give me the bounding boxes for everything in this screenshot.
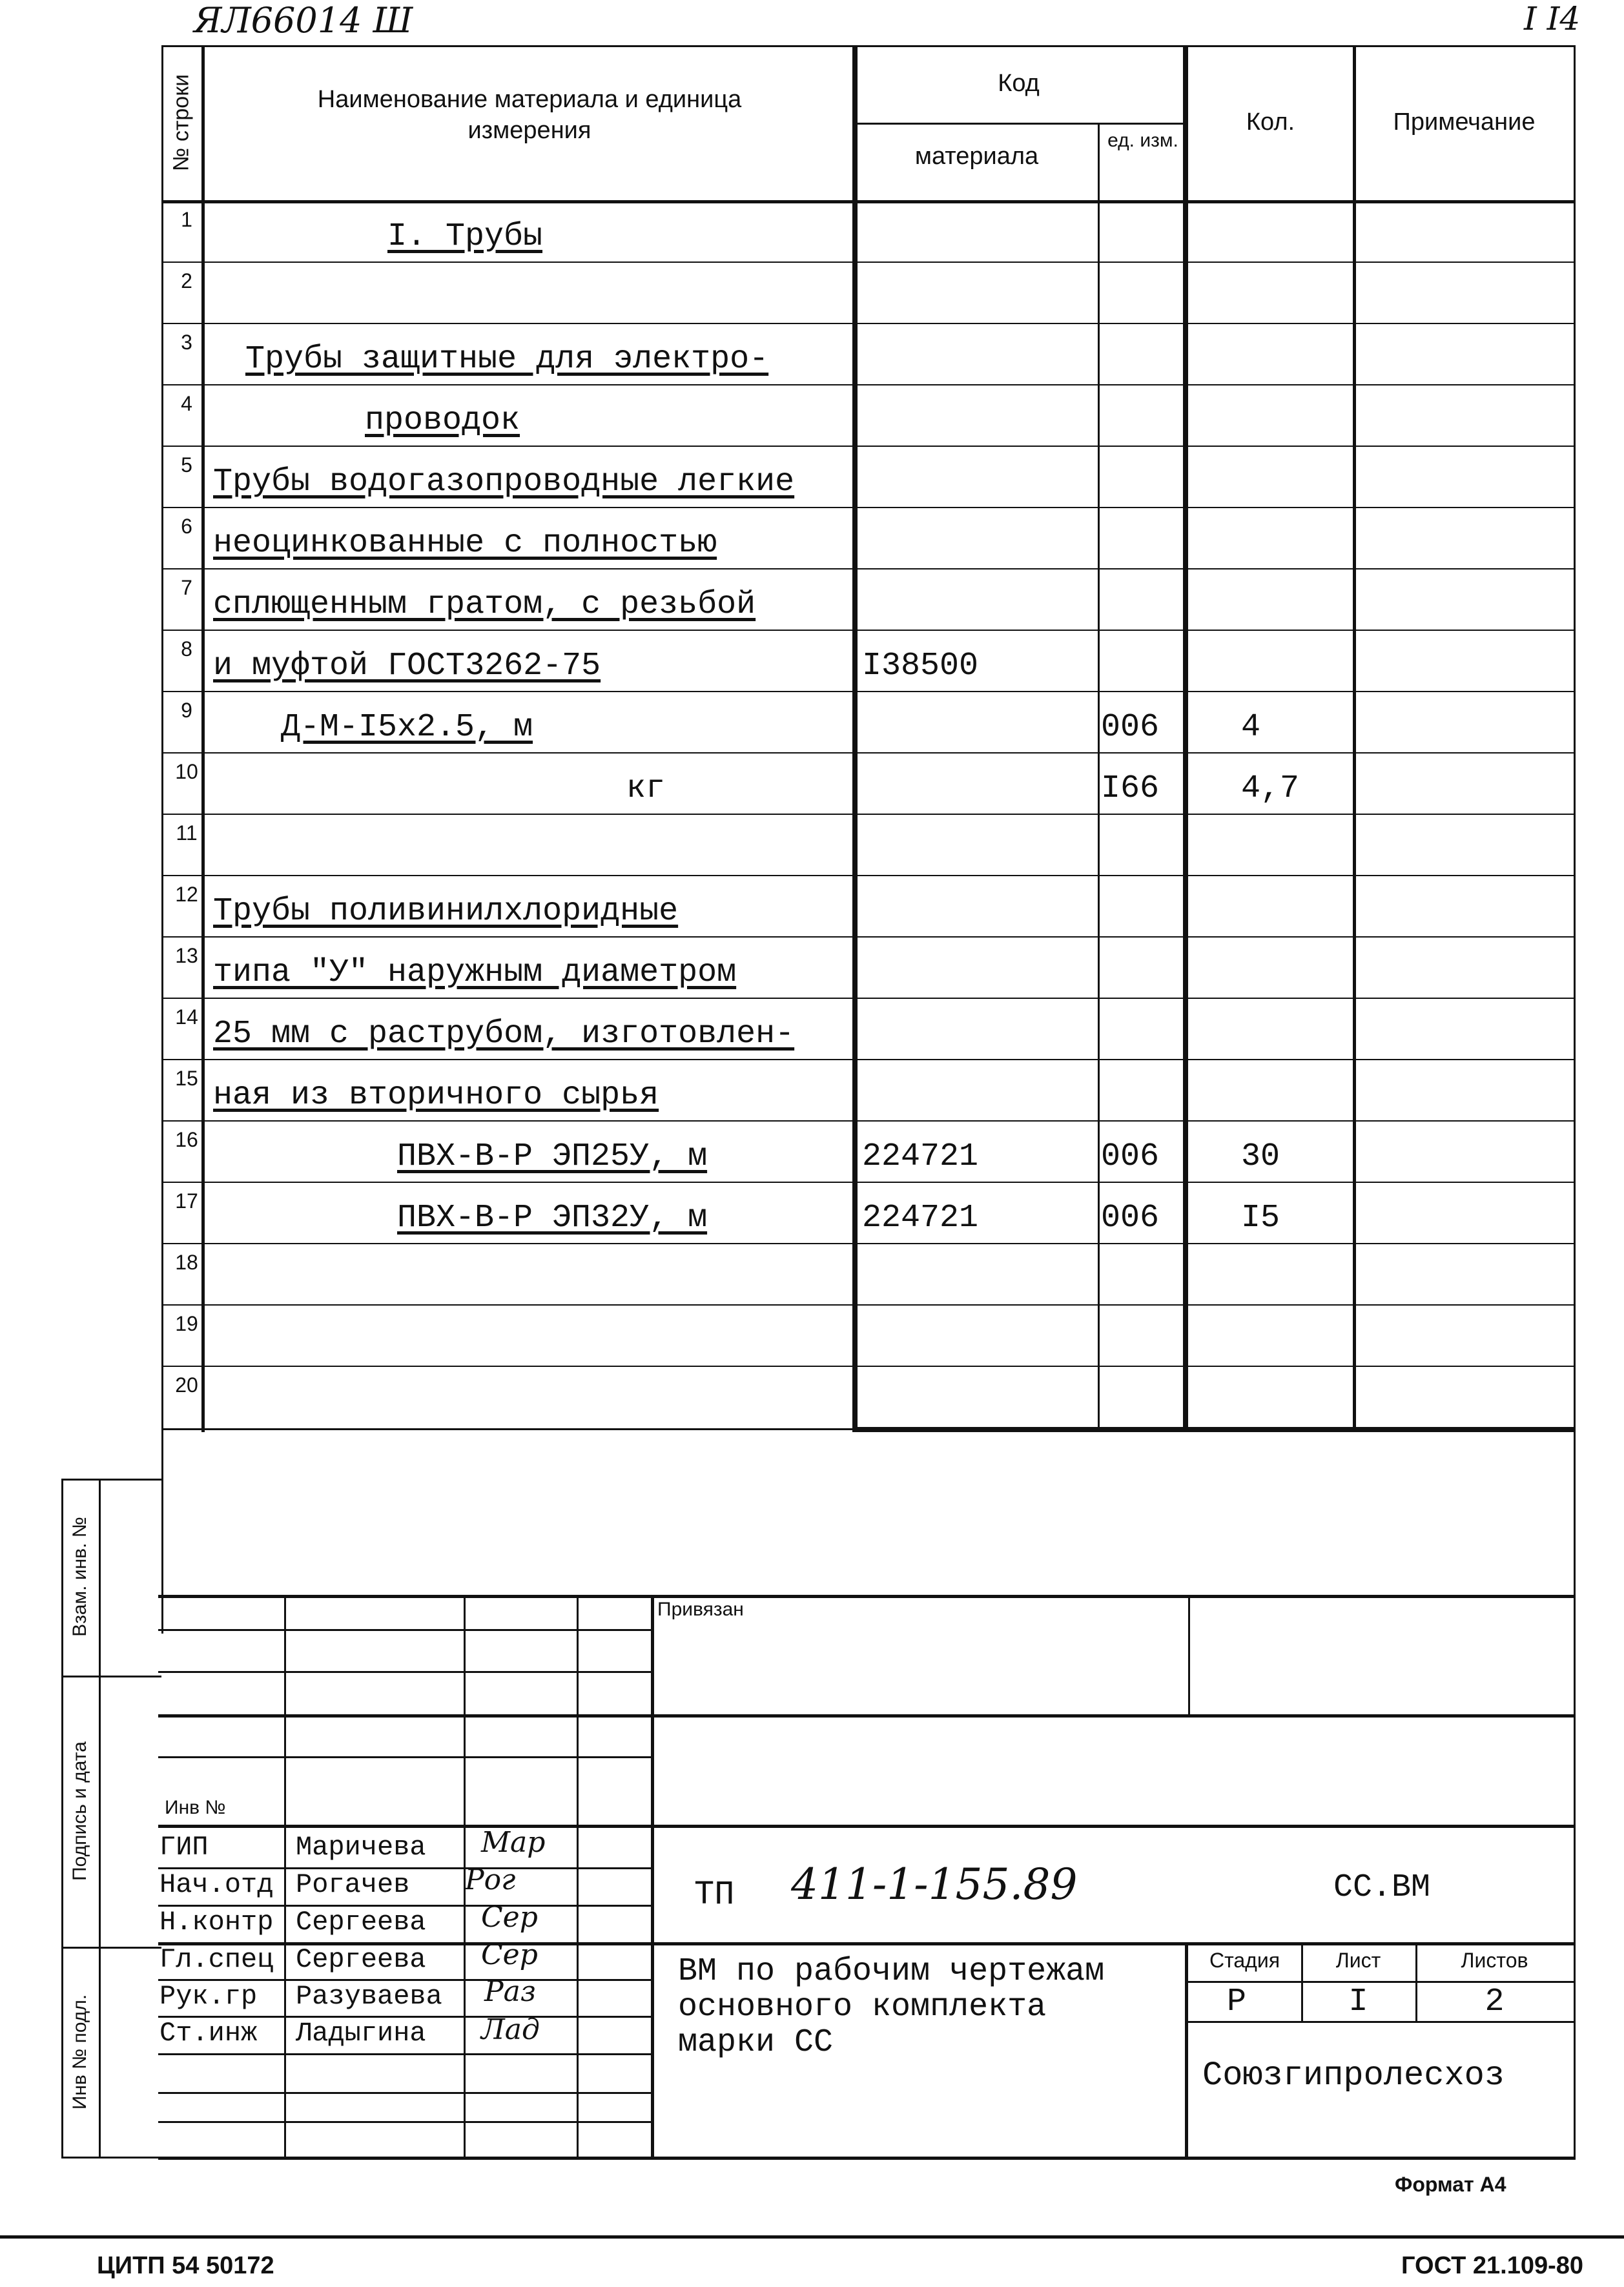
label-vzam-inv: Взам. инв. № [69, 1517, 90, 1637]
signature-gl-spec: Сер [481, 1938, 538, 1971]
unit-code: I66 [1101, 770, 1160, 807]
role-ruk-gr: Рук.гр [159, 1981, 258, 2012]
material-name: сплющенным гратом, с резьбой [213, 586, 756, 623]
material-code: I38500 [862, 648, 979, 684]
signature-st-inzh: Лад [481, 2013, 540, 2046]
row-number: 14 [175, 1005, 198, 1029]
name-gl-spec: Сергеева [296, 1944, 426, 1975]
role-n-kontr: Н.контр [159, 1907, 274, 1938]
description-line-3: марки СС [678, 2024, 834, 2061]
material-name: Д-М-I5х2.5, м [281, 709, 533, 746]
row-number: 6 [181, 515, 192, 538]
description-line-1: ВМ по рабочим чертежам [678, 1953, 1105, 1990]
signature-n-kontr: Сер [481, 1901, 538, 1934]
signature-nach-otd: Рог [465, 1863, 516, 1896]
sheets-label: Листов [1461, 1949, 1528, 1972]
inv-number-label: Инв № [165, 1797, 226, 1818]
material-code: 224721 [862, 1138, 979, 1175]
signature-gip: Мар [481, 1826, 546, 1859]
header-name: Наименование материала и единица измерения [317, 86, 742, 144]
unit-code: 006 [1101, 1138, 1160, 1175]
role-st-inzh: Ст.инж [159, 2018, 258, 2049]
label-podpis-data: Подпись и дата [69, 1741, 90, 1881]
archive-stamp: ЯЛ66014 Ш [194, 0, 413, 41]
row-number: 1 [181, 208, 192, 231]
quantity: I5 [1241, 1200, 1280, 1236]
material-name: ПВХ-В-Р ЭП32У, м [397, 1200, 708, 1236]
doc-prefix: ТП [694, 1876, 735, 1914]
row-number: 13 [175, 944, 198, 967]
name-n-kontr: Сергеева [296, 1907, 426, 1938]
format-label: Формат А4 [1395, 2173, 1506, 2196]
material-name: ПВХ-В-Р ЭП25У, м [397, 1138, 708, 1175]
row-number: 20 [175, 1373, 198, 1397]
material-name: и муфтой ГОСТ3262-75 [213, 648, 601, 684]
material-name: Трубы водогазопроводные легкие [213, 464, 795, 500]
material-name: I. Трубы [387, 218, 543, 255]
header-code-unit: ед. изм. [1107, 130, 1178, 151]
row-number: 8 [181, 637, 192, 661]
row-number: 3 [181, 331, 192, 354]
material-name: ная из вторичного сырья [213, 1077, 659, 1114]
row-number: 16 [175, 1128, 198, 1151]
row-number: 7 [181, 576, 192, 599]
sheet-label: Лист [1335, 1949, 1381, 1972]
row-number: 12 [175, 883, 198, 906]
row-number: 2 [181, 269, 192, 292]
quantity: 4 [1241, 709, 1261, 746]
page-number-mark: I I4 [1524, 0, 1581, 37]
row-number: 17 [175, 1189, 198, 1213]
name-gip: Маричева [296, 1832, 426, 1863]
privyazan-label: Привязан [657, 1599, 744, 1620]
material-code: 224721 [862, 1200, 979, 1236]
row-number: 9 [181, 699, 192, 722]
description-line-2: основного комплекта [678, 1989, 1047, 2025]
name-ruk-gr: Разуваева [296, 1981, 442, 2012]
footer-code-left: ЦИТП 54 50172 [97, 2252, 274, 2279]
row-number: 11 [176, 821, 198, 845]
name-st-inzh: Ладыгина [296, 2018, 426, 2049]
name-nach-otd: Рогачев [296, 1869, 410, 1900]
row-number: 19 [175, 1312, 198, 1335]
material-name: Трубы поливинилхлоридные [213, 893, 679, 930]
unit-code: 006 [1101, 709, 1160, 746]
row-number: 5 [181, 453, 192, 477]
quantity: 4,7 [1241, 770, 1300, 807]
header-code: Код [998, 70, 1040, 97]
doc-number: 411-1-155.89 [791, 1860, 1078, 1909]
header-code-material: материала [914, 143, 1039, 170]
label-inv-podl: Инв № подл. [69, 1994, 90, 2110]
unit-code: 006 [1101, 1200, 1160, 1236]
header-note: Примечание [1393, 108, 1536, 136]
row-number: 4 [181, 392, 192, 415]
organization-name: Союзгипролесхоз [1202, 2056, 1505, 2095]
role-gip: ГИП [159, 1832, 209, 1863]
signature-ruk-gr: Раз [484, 1975, 536, 2008]
stage-value: Р [1226, 1984, 1246, 2020]
sheet-value: I [1348, 1984, 1368, 2020]
role-gl-spec: Гл.спец [159, 1944, 274, 1975]
header-qty: Кол. [1246, 108, 1295, 136]
material-name: проводок [365, 402, 520, 439]
row-number: 15 [175, 1067, 198, 1090]
material-name: типа "У" наружным диаметром [213, 954, 737, 991]
material-name: 25 мм с раструбом, изготовлен- [213, 1016, 795, 1052]
stage-label: Стадия [1209, 1949, 1280, 1972]
material-name: Трубы защитные для электро- [245, 341, 769, 378]
doc-mark: СС.ВМ [1333, 1869, 1431, 1906]
sheets-value: 2 [1485, 1984, 1505, 2020]
quantity: 30 [1241, 1138, 1280, 1175]
material-name: неоцинкованные с полностью [213, 525, 717, 562]
material-name: кг [626, 770, 666, 807]
footer-gost: ГОСТ 21.109-80 [1401, 2252, 1584, 2279]
role-nach-otd: Нач.отд [159, 1869, 274, 1900]
header-row-number: № строки [169, 74, 194, 172]
row-number: 10 [175, 760, 198, 783]
row-number: 18 [175, 1251, 198, 1274]
